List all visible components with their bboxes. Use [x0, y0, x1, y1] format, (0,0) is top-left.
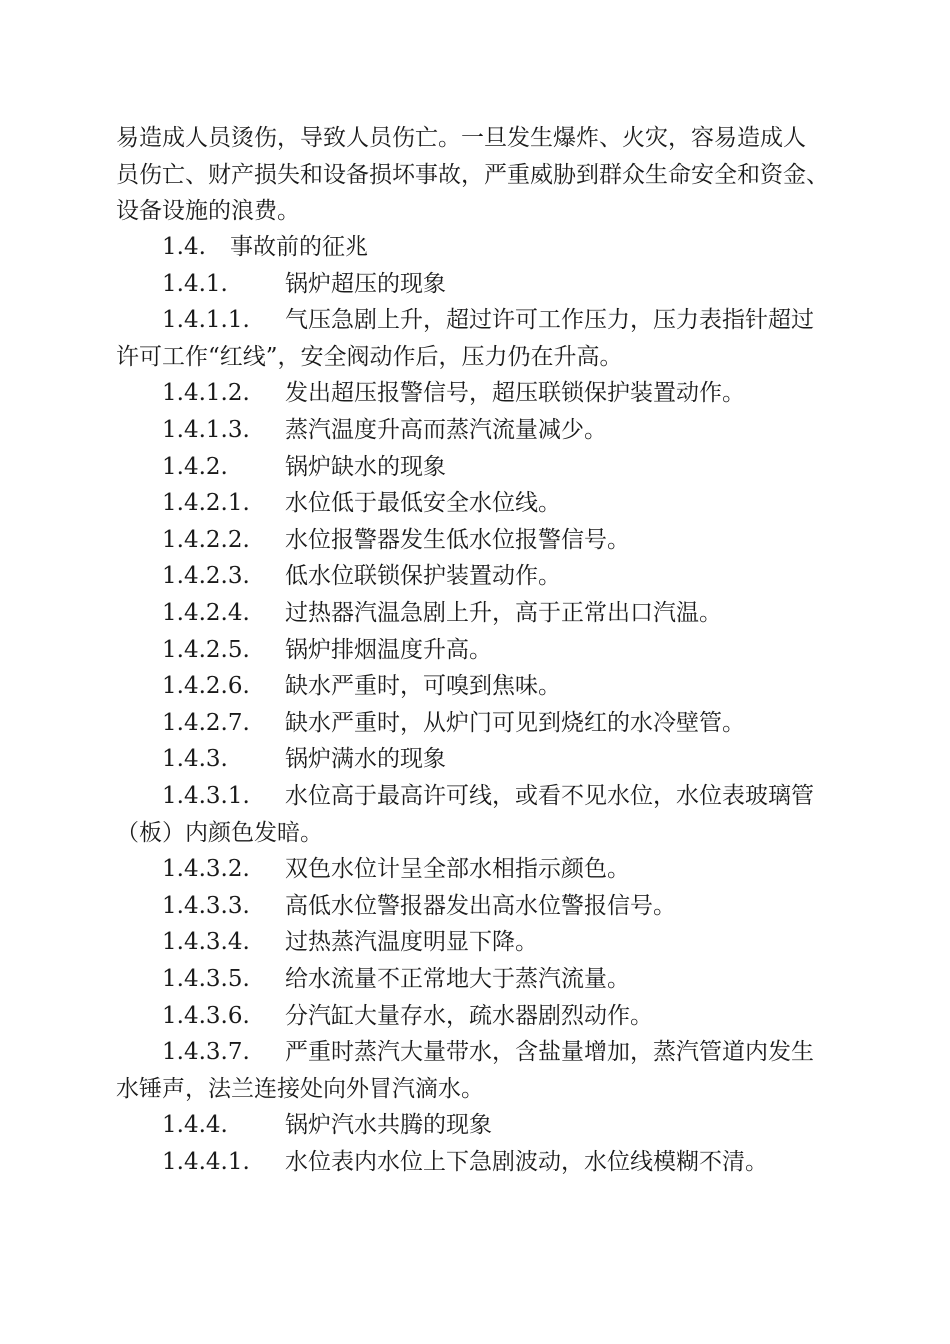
item-text: 水位高于最高许可线，或看不见水位，水位表玻璃管 [285, 783, 814, 809]
list-item [162, 924, 538, 960]
list-item [162, 302, 814, 338]
list-item [162, 449, 446, 485]
intro-line: 设备设施的浪费。 [116, 198, 300, 224]
item-number: 1.4.3.3. [162, 892, 250, 919]
item-number: 1.4.3.2. [162, 856, 250, 883]
item-number: 1.4.2. [162, 453, 228, 480]
list-item [162, 741, 446, 777]
item-number: 1.4.2.5. [162, 636, 250, 663]
item-number: 1.4.2.4. [162, 600, 250, 626]
item-text: 过热器汽温急剧上升，高于正常出口汽温。 [285, 600, 722, 626]
item-number: 1.4.1.2. [162, 380, 250, 407]
item-text: 气压急剧上升，超过许可工作压力，压力表指针超过 [285, 307, 814, 334]
list-item [162, 961, 630, 997]
item-text: 锅炉满水的现象 [285, 746, 446, 773]
item-text: 水位报警器发生低水位报警信号。 [285, 526, 630, 553]
intro-line: 易造成人员烫伤，导致人员伤亡。一旦发生爆炸、火灾，容易造成人 [116, 125, 806, 151]
item-text: 严重时蒸汽大量带水，含盐量增加，蒸汽管道内发生 [285, 1039, 814, 1066]
list-item [162, 229, 368, 265]
item-number: 1.4.4.1. [162, 1149, 250, 1175]
intro-line: 员伤亡、财产损失和设备损坏事故，严重威胁到群众生命安全和资金、 [116, 161, 829, 188]
list-item [162, 375, 745, 411]
list-item [162, 705, 745, 741]
list-item [162, 668, 561, 704]
item-text: 分汽缸大量存水，疏水器剧烈动作。 [285, 1002, 653, 1029]
list-item [162, 1034, 814, 1070]
intro-paragraph [116, 120, 838, 230]
item-text: 缺水严重时，从炉门可见到烧红的水冷壁管。 [285, 709, 745, 736]
list-item [162, 266, 446, 302]
item-number: 1.4.3.4. [162, 929, 250, 956]
list-item [162, 632, 492, 668]
item-text: 发出超压报警信号，超压联锁保护装置动作。 [285, 380, 745, 407]
item-number: 1.4.3.7. [162, 1039, 250, 1066]
item-number: 1.4.4. [162, 1112, 228, 1139]
item-text: 锅炉超压的现象 [285, 270, 446, 297]
list-item [162, 998, 653, 1034]
item-number: 1.4.2.6. [162, 673, 250, 700]
item-number: 1.4.3.6. [162, 1002, 250, 1029]
item-text: 锅炉缺水的现象 [285, 453, 446, 480]
list-item [162, 522, 630, 558]
list-item [162, 1107, 492, 1143]
item-text: 事故前的征兆 [230, 234, 368, 260]
item-continuation: 许可工作“红线”，安全阀动作后，压力仍在升高。 [116, 343, 623, 370]
list-item [162, 595, 722, 631]
item-text: 水位低于最低安全水位线。 [285, 490, 561, 517]
item-number: 1.4.1.1. [162, 307, 250, 334]
item-number: 1.4. [162, 234, 206, 260]
item-text: 蒸汽温度升高而蒸汽流量减少。 [285, 417, 607, 443]
item-number: 1.4.2.2. [162, 526, 250, 553]
item-text: 锅炉汽水共腾的现象 [285, 1112, 492, 1139]
item-number: 1.4.3. [162, 746, 228, 773]
item-number: 1.4.2.3. [162, 563, 250, 590]
list-item [162, 485, 561, 521]
item-text: 高低水位警报器发出高水位警报信号。 [285, 892, 676, 919]
item-continuation: （板）内颜色发暗。 [116, 819, 323, 846]
item-number: 1.4.1.3. [162, 417, 250, 443]
item-number: 1.4.3.1. [162, 783, 250, 809]
list-item [162, 778, 814, 814]
item-text: 锅炉排烟温度升高。 [285, 636, 492, 663]
list-item [162, 412, 607, 448]
list-item [162, 558, 561, 594]
item-continuation: 水锤声，法兰连接处向外冒汽滴水。 [116, 1075, 484, 1102]
item-text: 缺水严重时，可嗅到焦味。 [285, 673, 561, 700]
item-number: 1.4.2.1. [162, 490, 250, 517]
item-text: 低水位联锁保护装置动作。 [285, 563, 561, 590]
list-item [162, 1144, 768, 1180]
item-number: 1.4.3.5. [162, 966, 250, 992]
item-text: 给水流量不正常地大于蒸汽流量。 [285, 966, 630, 992]
list-item [162, 851, 630, 887]
item-text: 水位表内水位上下急剧波动，水位线模糊不清。 [285, 1149, 768, 1175]
list-item [162, 888, 676, 924]
item-number: 1.4.1. [162, 270, 228, 297]
item-text: 过热蒸汽温度明显下降。 [285, 929, 538, 956]
item-number: 1.4.2.7. [162, 709, 250, 736]
item-text: 双色水位计呈全部水相指示颜色。 [285, 856, 630, 883]
